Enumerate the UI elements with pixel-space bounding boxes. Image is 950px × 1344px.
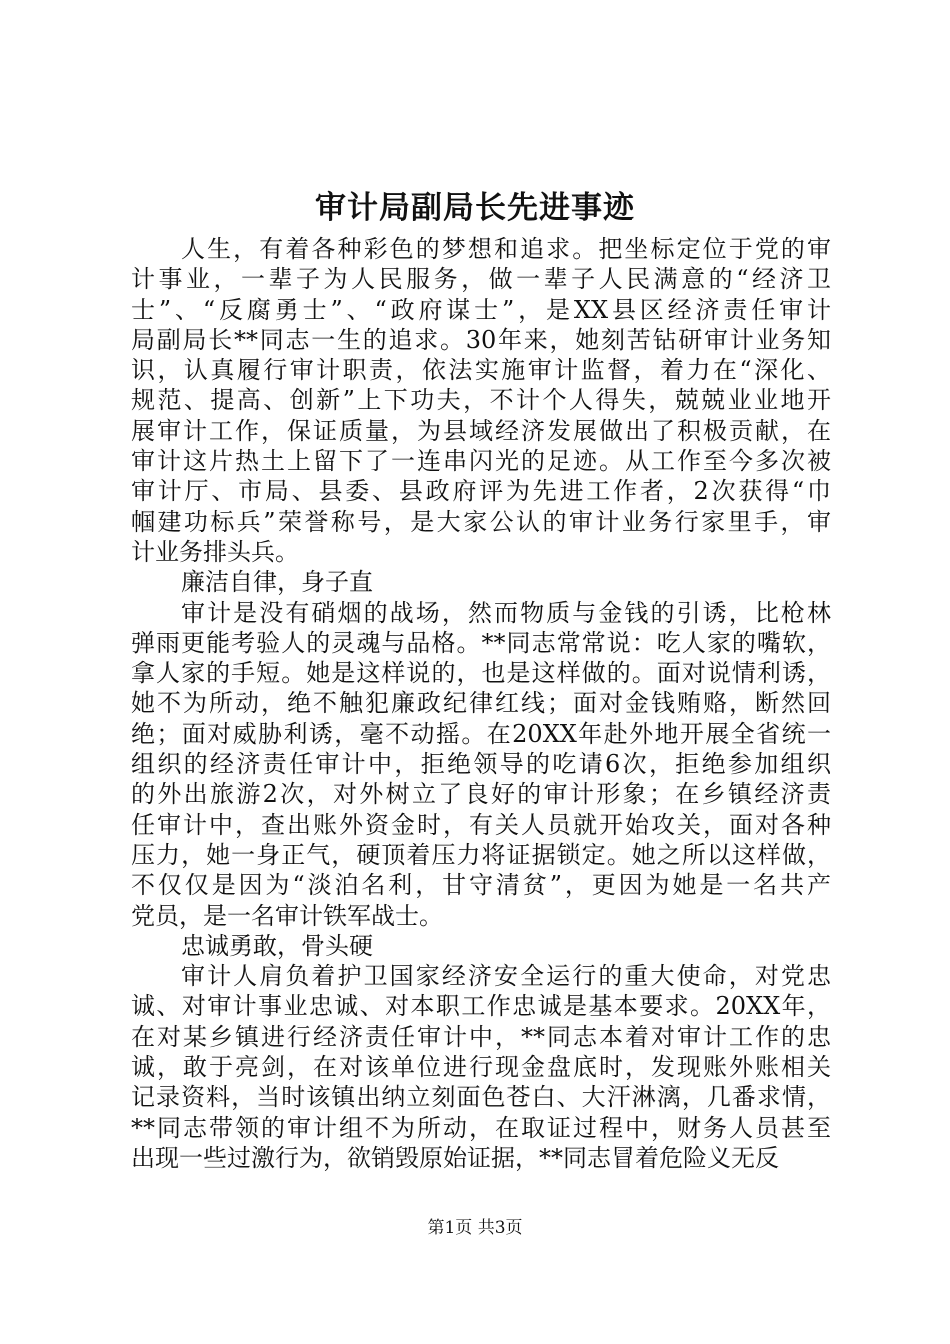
- text-line: 压力，她一身正气，硬顶着压力将证据锁定。她之所以这样做，: [131, 840, 831, 869]
- text-line: 党员，是一名审计铁军战士。: [131, 901, 443, 930]
- text-line: 组织的经济责任审计中，拒绝领导的吃请6次，拒绝参加组织: [131, 750, 831, 779]
- text-line: 展审计工作，保证质量，为县域经济发展做出了积极贡献，在: [131, 416, 831, 445]
- text-line: 不仅仅是因为“淡泊名利，甘守清贫”，更因为她是一名共产: [131, 871, 831, 900]
- text-line: **同志带领的审计组不为所动，在取证过程中，财务人员甚至: [131, 1113, 831, 1142]
- text-line: 廉洁自律，身子直: [181, 568, 373, 597]
- text-line: 忠诚勇敢，骨头硬: [181, 931, 373, 960]
- text-line: 绝；面对威胁利诱，毫不动摇。在20XX年赴外地开展全省统一: [131, 719, 831, 748]
- text-line: 记录资料，当时该镇出纳立刻面色苍白、大汗淋漓，几番求情，: [131, 1083, 831, 1112]
- page-footer: 第1页 共3页: [427, 1218, 523, 1238]
- text-line: 人生，有着各种彩色的梦想和追求。把坐标定位于党的审: [181, 235, 831, 263]
- text-line: 出现一些过激行为，欲销毁原始证据，**同志冒着危险义无反: [131, 1143, 779, 1172]
- section-heading: [131, 567, 831, 597]
- paragraph: [131, 961, 831, 1173]
- text-line: 识，认真履行审计职责，依法实施审计监督，着力在“深化、: [131, 356, 831, 385]
- text-line: 局副局长**同志一生的追求。30年来，她刻苦钻研审计业务知: [131, 325, 831, 354]
- text-line: 计业务排头兵。: [131, 537, 299, 566]
- text-line: 帼建功标兵”荣誉称号，是大家公认的审计业务行家里手，审: [131, 507, 831, 536]
- document-body: [131, 234, 831, 1173]
- text-line: 审计人肩负着护卫国家经济安全运行的重大使命，对党忠: [181, 962, 831, 991]
- text-line: 审计是没有硝烟的战场，然而物质与金钱的引诱，比枪林: [181, 598, 831, 627]
- text-line: 诚，敢于亮剑，在对该单位进行现金盘底时，发现账外账相关: [131, 1053, 831, 1082]
- text-line: 审计这片热土上留下了一连串闪光的足迹。从工作至今多次被: [131, 447, 831, 476]
- text-line: 她不为所动，绝不触犯廉政纪律红线；面对金钱贿赂，断然回: [131, 689, 831, 718]
- paragraph: [131, 598, 831, 931]
- text-line: 士”、“反腐勇士”、“政府谋士”，是XX县区经济责任审计: [131, 295, 831, 324]
- text-line: 审计厅、市局、县委、县政府评为先进工作者，2次获得“巾: [131, 477, 831, 506]
- text-line: 规范、提高、创新”上下功夫，不计个人得失，兢兢业业地开: [131, 386, 831, 415]
- text-line: 拿人家的手短。她是这样说的，也是这样做的。面对说情利诱，: [131, 659, 831, 688]
- text-line: 的外出旅游2次，对外树立了良好的审计形象；在乡镇经济责: [131, 780, 831, 809]
- text-line: 在对某乡镇进行经济责任审计中，**同志本着对审计工作的忠: [131, 1022, 831, 1051]
- text-line: 任审计中，查出账外资金时，有关人员就开始攻关，面对各种: [131, 810, 831, 839]
- paragraph: [131, 234, 831, 567]
- section-heading: [131, 931, 831, 961]
- document-title: 审计局副局长先进事迹: [315, 190, 635, 226]
- text-line: 弹雨更能考验人的灵魂与品格。**同志常常说：吃人家的嘴软，: [131, 628, 831, 657]
- text-line: 计事业，一辈子为人民服务，做一辈子人民满意的“经济卫: [131, 265, 831, 294]
- text-line: 诚、对审计事业忠诚、对本职工作忠诚是基本要求。20XX年，: [131, 992, 831, 1021]
